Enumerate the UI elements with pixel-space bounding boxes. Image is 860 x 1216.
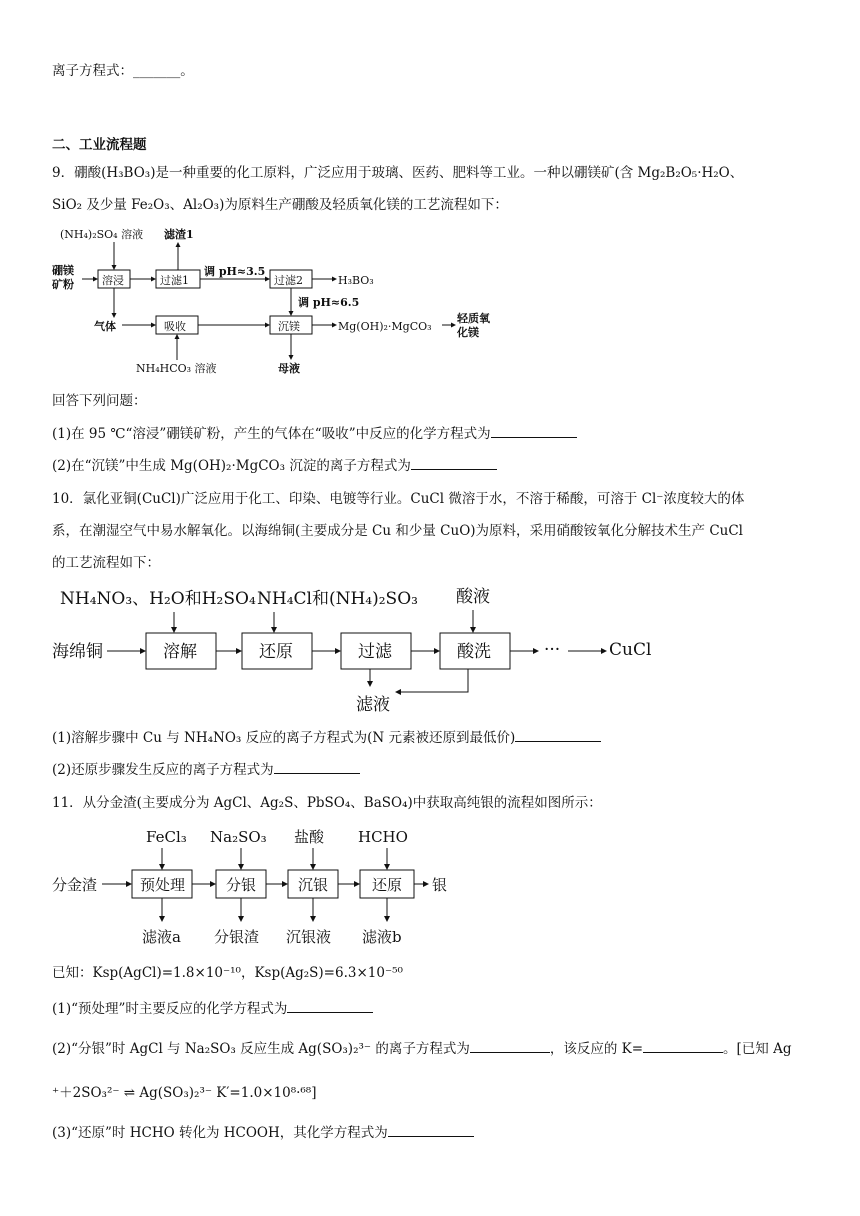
q9-box-leach-label: 溶浸 (102, 274, 124, 287)
q10-box3-label: 过滤 (358, 642, 392, 662)
section-title: 二、工业流程题 (52, 137, 147, 153)
q11-reagent1: FeCl₃ (146, 828, 187, 846)
q9-answer-prompt: 回答下列问题： (52, 393, 147, 409)
q9-ph1: 调 pH≈3.5 (204, 265, 266, 278)
q11-out2: 分银渣 (214, 928, 260, 946)
q10-box4-label: 酸洗 (457, 642, 491, 662)
q9-arrows (82, 242, 456, 360)
q10-sub1-blank[interactable] (515, 729, 601, 742)
q11-sub3-text: (3)“还原”时 HCHO 转化为 HCOOH，其化学方程式为 (52, 1125, 388, 1141)
q11-reagent4: HCHO (358, 828, 408, 846)
q11-known: 已知：Ksp(AgCl)=1.8×10⁻¹⁰，Ksp(Ag₂S)=6.3×10⁻⁵⁰ (52, 965, 403, 981)
q9-box-filter1-label: 过滤1 (160, 274, 189, 287)
q10-raw: 海绵铜 (52, 642, 103, 662)
q11-sub1-blank[interactable] (287, 1000, 373, 1013)
q10-product: CuCl (609, 640, 652, 660)
q11-box3-label: 沉银 (298, 876, 329, 894)
q9-box-precip-label: 沉镁 (278, 320, 300, 333)
q9-raw-line1: 硼镁 (52, 264, 74, 277)
q9-residue1: 滤渣1 (164, 228, 194, 241)
q9-line1: 9．硼酸(H₃BO₃)是一种重要的化工原料，广泛应用于玻璃、医药、肥料等工业。一种以硼镁矿(含 Mg₂B₂O₅·H₂O、 (52, 165, 744, 181)
q10-line1: 10．氯化亚铜(CuCl)广泛应用于化工、印染、电镀等行业。CuCl 微溶于水，不溶于稀酸，可溶于 Cl⁻浓度较大的体 (52, 491, 745, 507)
q9-reagent-top: (NH₄)₂SO₄ 溶液 (60, 228, 144, 241)
q10-line2: 系，在潮湿空气中易水解氧化。以海绵铜(主要成分是 Cu 和少量 CuO)为原料，采用硝酸铵氧化分解技术生产 CuCl (52, 523, 743, 539)
q10-sub2-text: (2)还原步骤发生反应的离子方程式为 (52, 762, 274, 778)
previous-question-tail: 离子方程式：_______。 (52, 63, 194, 79)
q11-sub2-line2: ⁺＋2SO₃²⁻ ⇌ Ag(SO₃)₂³⁻ K′=1.0×10⁸·⁶⁸] (52, 1085, 317, 1101)
q10-sub1 (52, 729, 601, 747)
q9-sub1-blank[interactable] (491, 425, 577, 438)
q11-flow-diagram (52, 822, 472, 952)
q10-line3: 的工艺流程如下： (52, 555, 160, 571)
q10-box2-label: 还原 (259, 642, 293, 662)
q9-box-filter2-label: 过滤2 (274, 274, 303, 287)
q10-flow-diagram (52, 580, 672, 720)
q10-sub2-blank[interactable] (274, 761, 360, 774)
q11-reagent2: Na₂SO₃ (210, 828, 267, 846)
q9-mother-liquor: 母液 (278, 362, 300, 375)
q11-sub3 (52, 1124, 474, 1142)
q9-raw-line2: 矿粉 (52, 278, 74, 291)
q11-box2-label: 分银 (226, 876, 257, 894)
q11-out3: 沉银液 (286, 928, 332, 946)
q10-sub1-text: (1)溶解步骤中 Cu 与 NH₄NO₃ 反应的离子方程式为(N 元素被还原到最低价) (52, 730, 516, 746)
q9-gas: 气体 (94, 320, 116, 333)
q11-reagent3: 盐酸 (294, 828, 325, 846)
q9-sub2-text: (2)在“沉镁”中生成 Mg(OH)₂·MgCO₃ 沉淀的离子方程式为 (52, 458, 411, 474)
q9-ph2: 调 pH≈6.5 (298, 296, 360, 309)
q11-box4-label: 还原 (372, 876, 403, 894)
q9-sub1 (52, 425, 577, 443)
q9-product1: H₃BO₃ (338, 274, 374, 287)
q9-reagent-bottom: NH₄HCO₃ 溶液 (136, 362, 217, 375)
q11-sub1 (52, 1000, 373, 1018)
q11-sub2-text-a: (2)“分银”时 AgCl 与 Na₂SO₃ 反应生成 Ag(SO₃)₂³⁻ 的离子方程式为 (52, 1041, 470, 1057)
q9-flow-diagram (52, 222, 512, 382)
q11-raw: 分金渣 (52, 876, 98, 894)
q10-ellipsis: ··· (544, 640, 561, 660)
q11-sub2-blank1[interactable] (470, 1040, 550, 1053)
q11-sub2-text-c: 。[已知 Ag (723, 1041, 792, 1057)
q10-filtrate: 滤液 (356, 695, 390, 715)
q11-line1: 11．从分金渣(主要成分为 AgCl、Ag₂S、PbSO₄、BaSO₄)中获取高纯银的流程如图所示： (52, 795, 602, 811)
q9-sub1-text: (1)在 95 ℃“溶浸”硼镁矿粉，产生的气体在“吸收”中反应的化学方程式为 (52, 426, 491, 442)
q10-reagent1: NH₄NO₃、H₂O和H₂SO₄ (60, 589, 256, 609)
q11-sub3-blank[interactable] (388, 1124, 474, 1137)
q9-sub2-blank[interactable] (411, 457, 497, 470)
q11-sub2-text-b: ，该反应的 K= (549, 1041, 644, 1057)
q9-product2-line1: 轻质氧 (457, 312, 490, 325)
q11-sub2-blank2[interactable] (643, 1040, 723, 1053)
q10-sub2 (52, 761, 360, 779)
q9-product2-line2: 化镁 (457, 326, 479, 339)
q11-out1: 滤液a (142, 928, 181, 946)
q11-box1-label: 预处理 (140, 876, 186, 894)
q10-reagent3: 酸液 (456, 587, 490, 607)
q9-line2: SiO₂ 及少量 Fe₂O₃、Al₂O₃)为原料生产硼酸及轻质氧化镁的工艺流程如下： (52, 197, 508, 213)
q10-box1-label: 溶解 (163, 642, 197, 662)
q9-sub2 (52, 457, 497, 475)
q9-box-absorb-label: 吸收 (164, 320, 186, 333)
q11-out4: 滤液b (362, 928, 402, 946)
q11-sub1-text: (1)“预处理”时主要反应的化学方程式为 (52, 1001, 288, 1017)
q9-intermediate: Mg(OH)₂·MgCO₃ (338, 320, 432, 333)
q11-sub2 (52, 1040, 791, 1058)
q10-reagent2: NH₄Cl和(NH₄)₂SO₃ (257, 589, 418, 609)
q11-product: 银 (432, 876, 448, 894)
